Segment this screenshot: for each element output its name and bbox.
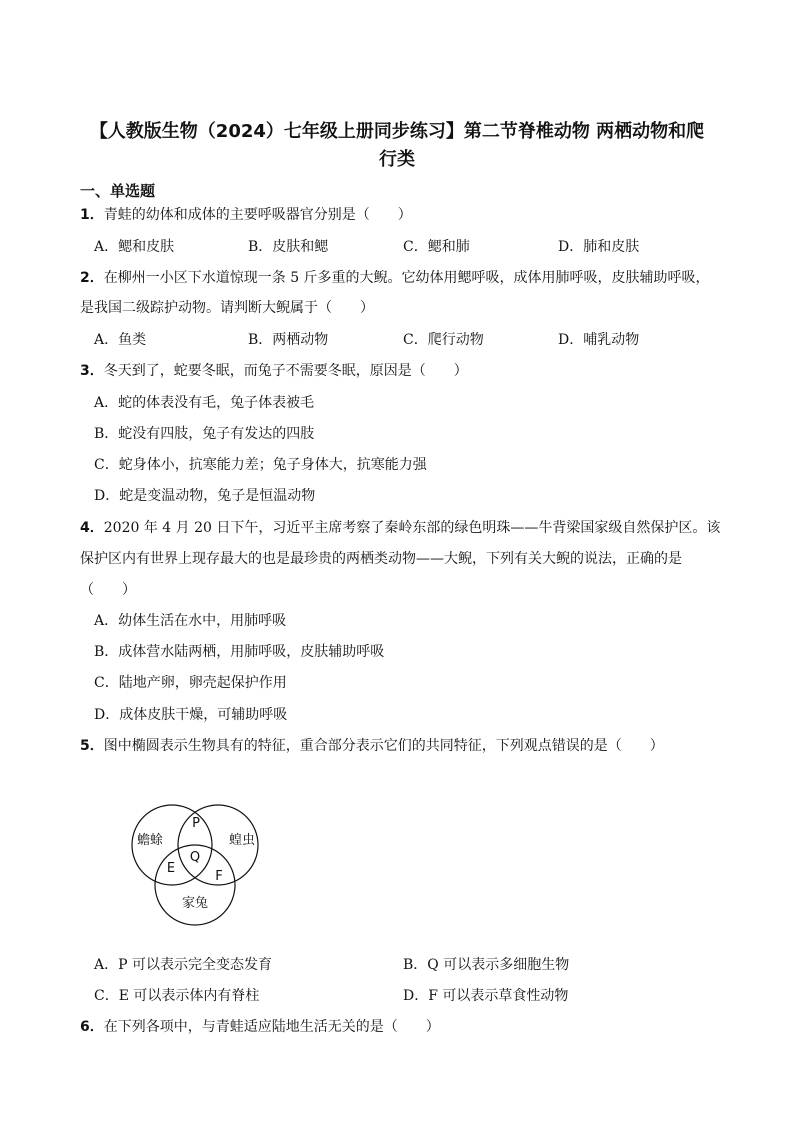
- venn-region-e: E: [166, 861, 176, 876]
- q2-option-d: D．哺乳动物: [558, 332, 640, 348]
- q4-option-a: A．幼体生活在水中，用肺呼吸: [94, 613, 287, 629]
- section-heading: 一、单选题: [80, 182, 156, 200]
- q5-option-d: D．F 可以表示草食性动物: [403, 988, 569, 1004]
- q1-option-d: D．肺和皮肤: [558, 239, 640, 255]
- question-4-line-2: 保护区内有世界上现存最大的也是最珍贵的两栖类动物——大鲵，下列有关大鲵的说法，正确的是: [80, 551, 682, 567]
- venn-label-toad: 蟾蜍: [136, 833, 164, 848]
- question-text-line-1: 2020 年 4 月 20 日下午，习近平主席考察了秦岭东部的绿色明珠——牛背梁国家级自然保护区。该: [103, 520, 721, 536]
- question-number: 2．: [80, 270, 104, 286]
- question-number: 3．: [80, 363, 104, 379]
- question-text: 冬天到了，蛇要冬眠，而兔子不需要冬眠，原因是（ ）: [103, 363, 468, 379]
- question-number: 6．: [80, 1019, 104, 1035]
- question-text: 青蛙的幼体和成体的主要呼吸器官分别是（ ）: [103, 207, 412, 223]
- question-2-line-2: 是我国二级踪护动物。请判断大鲵属于（ ）: [80, 300, 374, 316]
- q3-option-d: D．蛇是变温动物，兔子是恒温动物: [94, 488, 316, 504]
- venn-label-locust: 蝗虫: [228, 833, 256, 848]
- q3-option-a: A．蛇的体表没有毛，兔子体表被毛: [94, 395, 315, 411]
- document-title-line-1: 【人教版生物（2024）七年级上册同步练习】第二节脊椎动物 两栖动物和爬: [89, 121, 705, 142]
- q4-option-d: D．成体皮肤干燥，可辅助呼吸: [94, 707, 288, 723]
- q4-option-b: B．成体营水陆两栖，用肺呼吸，皮肤辅助呼吸: [94, 644, 385, 660]
- question-6: [80, 1017, 440, 1037]
- q5-option-b: B．Q 可以表示多细胞生物: [403, 957, 570, 973]
- question-text: 图中椭圆表示生物具有的特征，重合部分表示它们的共同特征，下列观点错误的是（ ）: [103, 738, 664, 754]
- document-title-line-2: 行类: [379, 149, 415, 170]
- venn-region-q: Q: [189, 850, 201, 865]
- q3-option-c: C．蛇身体小，抗寒能力差；兔子身体大，抗寒能力强: [94, 457, 427, 473]
- question-number: 4．: [80, 520, 104, 536]
- question-4-line-3: （ ）: [80, 582, 136, 598]
- question-2: [80, 268, 710, 288]
- question-5: [80, 736, 664, 756]
- venn-region-f: F: [215, 869, 223, 884]
- q1-option-c: C．鳃和肺: [403, 239, 470, 255]
- venn-diagram: [120, 795, 270, 935]
- venn-region-p: P: [192, 816, 200, 831]
- question-text: 在下列各项中，与青蛙适应陆地生活无关的是（ ）: [103, 1019, 440, 1035]
- q4-option-c: C．陆地产卵，卵壳起保护作用: [94, 675, 287, 691]
- q3-option-b: B．蛇没有四肢，兔子有发达的四肢: [94, 426, 315, 442]
- question-number: 5．: [80, 738, 104, 754]
- q1-option-a: A．鳃和皮肤: [94, 239, 175, 255]
- question-4: [80, 518, 720, 538]
- question-1: [80, 205, 412, 225]
- q5-option-c: C．E 可以表示体内有脊柱: [94, 988, 260, 1004]
- question-3: [80, 361, 468, 381]
- q2-option-a: A．鱼类: [94, 332, 147, 348]
- q2-option-c: C．爬行动物: [403, 332, 484, 348]
- question-text-line-1: 在柳州一小区下水道惊现一条 5 斤多重的大鲵。它幼体用鳃呼吸，成体用肺呼吸，皮肤辅助呼吸，: [103, 270, 710, 286]
- q5-option-a: A．P 可以表示完全变态发育: [94, 957, 272, 973]
- q2-option-b: B．两栖动物: [248, 332, 329, 348]
- venn-label-rabbit: 家兔: [181, 896, 209, 911]
- question-number: 1．: [80, 207, 104, 223]
- q1-option-b: B．皮肤和鳃: [248, 239, 329, 255]
